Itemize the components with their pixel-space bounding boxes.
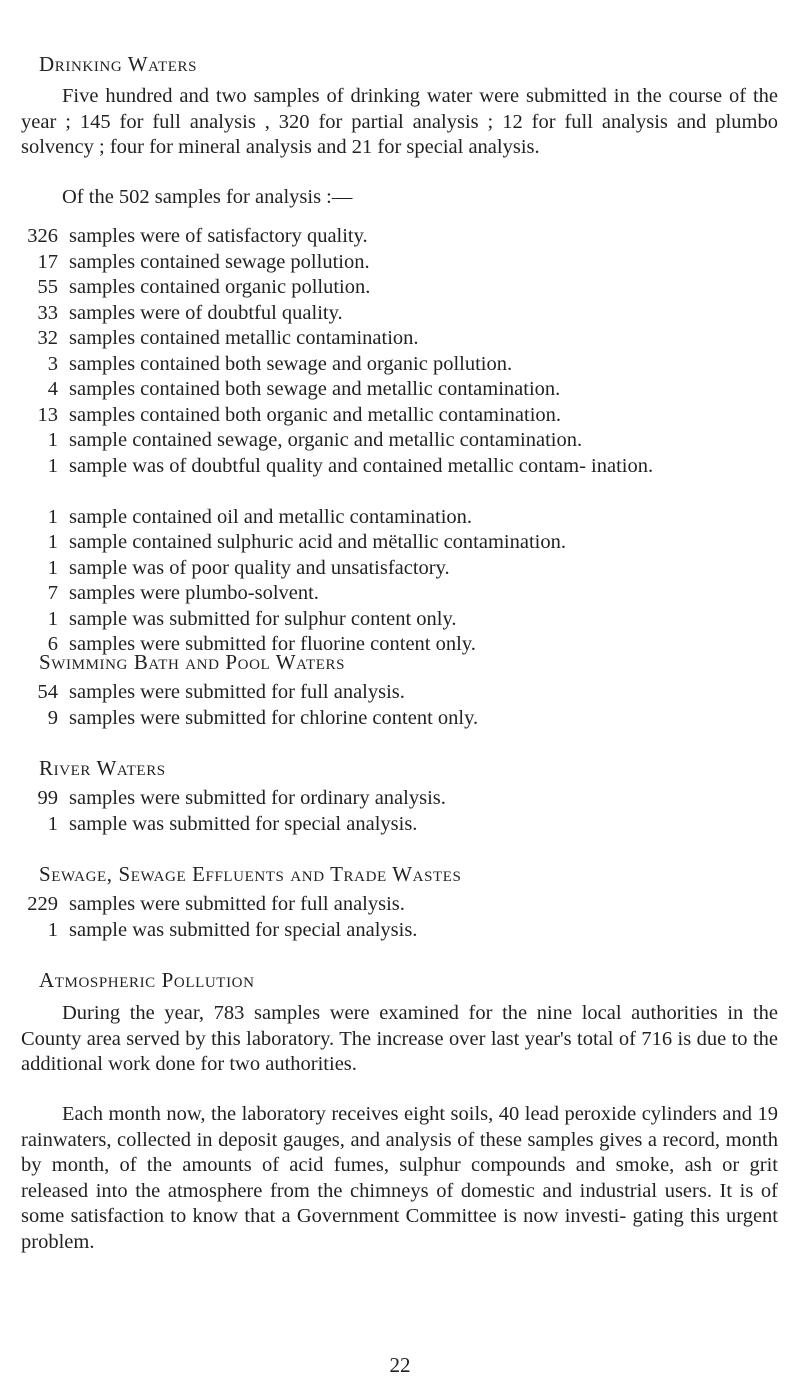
page-number: 22 [389, 1353, 411, 1377]
drinking-intro-paragraph: Five hundred and two samples of drinking water were submitted in the course of the year ; 145 for full analysis , 320 for partial analysis ; 12 for full analysis and plumbo solvency ; four for mineral analysis and 21 for special analysis. [21, 85, 778, 158]
heading-river-waters: River Waters [39, 756, 166, 780]
atmospheric-paragraph-1: During the year, 783 samples were examined for the nine local authorities in the County area served by this laboratory. The increase over last year's total of 716 is due to the additional work done for two authorities. [21, 1002, 778, 1075]
heading-drinking-waters: Drinking Waters [39, 52, 198, 76]
heading-swimming-bath: Swimming Bath and Pool Waters [39, 650, 346, 674]
heading-sewage-effluents: Sewage, Sewage Effluents and Trade Wastes [39, 862, 462, 886]
document-page: Drinking Waters Five hundred and two samples of drinking water were submitted in the course of the year ; 145 for full analysis , 320 for partial analysis ; 12 for full analysis and plumbo solvency ; four for mineral analysis and 21 for special analysis. Of the 502 samples for analysis :— 326 samples were of satisfactory quality. 17 samples contained sewage pollution. 55 samples contained organic pollution. 33 samples were of doubtful quality. 32 samples contained metallic contamination. 3 samples contained both sewage and organic pollution. 4 samples contained both sewage and metallic contamination. 13 samples contained both organic and metallic contamination. 1 sample contained sewage, organic and metallic contamination. 1 sample was of doubtful quality and contained metallic contam- ination. 1 sample contained oil and metallic contamination. 1 sample contained sulphuric acid and mëtallic contamination. 1 sample was of poor quality and unsatisfactory. 7 samples were plumbo-solvent. 1 sample was submitted for sulphur content only. 6 samples were submitted for fluorine content only. Swimming Bath and Pool Waters 54 samples were submitted for full analysis. 9 samples were submitted for chlorine content only. River Waters 99 samples were submitted for ordinary analysis. 1 sample was submitted for special analysis. Sewage, Sewage Effluents and Trade Wastes 229 samples were submitted for full analysis. 1 sample was submitted for special analysis. Atmospheric Pollution During the year, 783 samples were examined for the nine local authorities in the County area served by this laboratory. The increase over last year's total of 716 is due to the additional work done for two authorities. Each month now, the laboratory receives eight soils, 40 lead peroxide cylinders and 19 rainwaters, collected in deposit gauges, and analysis of these samples gives a record, month by month, of the amounts of acid fumes, sulphur compounds and smoke, ash or grit released into the atmosphere from the chimneys of domestic and industrial users. It is of some satisfaction to know that a Government Committee is now investi- gating this urgent problem. 22 [0, 0, 800, 1398]
heading-atmospheric-pollution: Atmospheric Pollution [39, 968, 255, 992]
atmospheric-paragraph-2: Each month now, the laboratory receives eight soils, 40 lead peroxide cylinders and 19 rainwaters, collected in deposit gauges, and analysis of these samples gives a record, month by month, of the amounts of acid fumes, sulphur compounds and smoke, ash or grit released into the atmosphere from the chimneys of domestic and industrial users. It is of some satisfaction to know that a Government Committee is now investi- gating this urgent problem. [21, 1103, 778, 1253]
drinking-lead-line: Of the 502 samples for analysis :— [62, 186, 353, 208]
